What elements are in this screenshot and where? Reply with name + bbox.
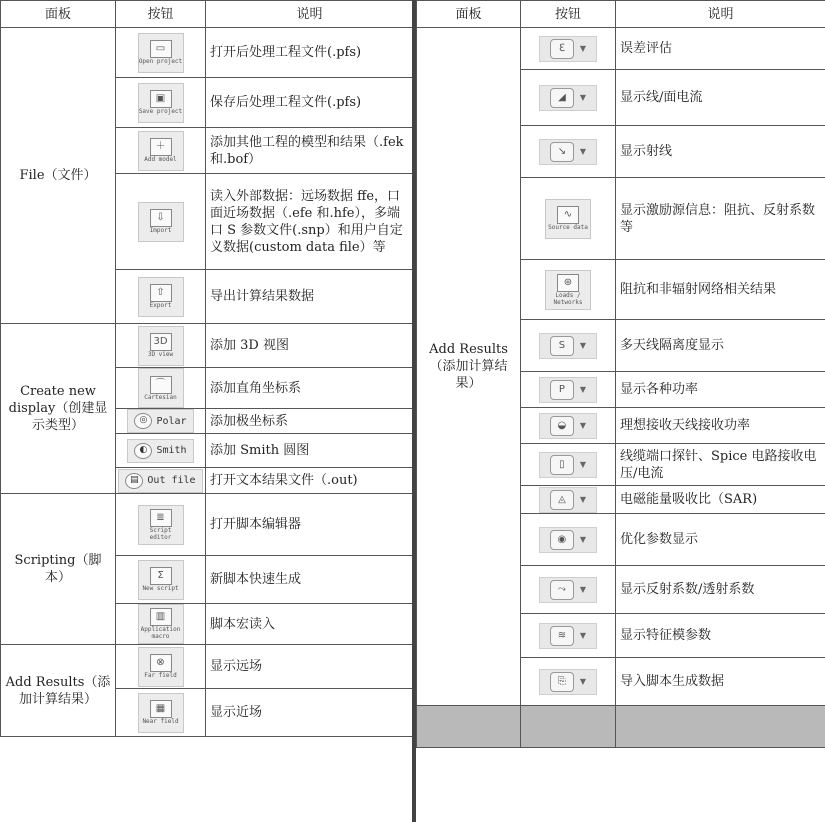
new-script-icon: Σ: [150, 567, 172, 585]
save-button[interactable]: [138, 83, 184, 123]
button-cell: [116, 468, 206, 494]
s21-icon: S: [550, 336, 574, 356]
button-cell: [116, 556, 206, 604]
button-label: Add model: [144, 156, 177, 163]
import-icon: ⇩: [150, 209, 172, 227]
panel-name: Scripting（脚本）: [1, 494, 116, 645]
loads-networks-icon: ⊛: [557, 274, 579, 292]
button-cell: [116, 368, 206, 409]
add-model-button[interactable]: [138, 131, 184, 171]
currents-button[interactable]: [539, 85, 597, 111]
button-cell: [116, 78, 206, 128]
button-label: Loads / Networks: [553, 291, 583, 306]
near-field-icon: ▦: [150, 700, 172, 718]
description: 显示各种功率: [616, 372, 825, 408]
receiving-antenna-button[interactable]: [539, 413, 597, 439]
folder-open-icon: ▭: [150, 40, 172, 58]
description: 优化参数显示: [616, 514, 825, 566]
description: 显示射线: [616, 126, 825, 178]
source-data-button[interactable]: [545, 199, 591, 239]
button-cell: [116, 434, 206, 468]
description: 添加极坐标系: [206, 409, 414, 434]
button-label: Out file: [147, 475, 196, 486]
header-description: 说明: [206, 1, 414, 28]
header-description: 说明: [616, 1, 825, 28]
empty-cell: [417, 706, 521, 748]
description: 线缆端口探针、Spice 电路接收电压/电流: [616, 444, 825, 486]
header-button: 按钮: [521, 1, 616, 28]
button-cell: [521, 514, 616, 566]
description: 显示特征模参数: [616, 614, 825, 658]
source-data-icon: ∿: [557, 206, 579, 224]
optimisation-icon: ◉: [550, 530, 574, 550]
description: 新脚本快速生成: [206, 556, 414, 604]
empty-cell: [521, 706, 616, 748]
chevron-down-icon: ▼: [579, 631, 587, 640]
button-cell: [521, 658, 616, 706]
folder-open-button[interactable]: [138, 33, 184, 73]
button-label: Polar: [156, 415, 187, 427]
description: 添加 3D 视图: [206, 324, 414, 368]
button-label: Script editor: [149, 526, 172, 541]
button-label: Open project: [138, 58, 183, 65]
chevron-down-icon: ▼: [579, 460, 587, 469]
3d-view-icon: 3D: [150, 333, 172, 351]
panel-name: Create new display（创建显示类型）: [1, 324, 116, 494]
polar-icon: ◎: [134, 413, 152, 429]
header-button: 按钮: [116, 1, 206, 28]
panel-name: Add Results（添加计算结果）: [417, 28, 521, 706]
currents-icon: ◢: [550, 88, 574, 108]
table-row: [417, 28, 825, 70]
button-cell: [116, 604, 206, 645]
scripted-data-button[interactable]: [539, 669, 597, 695]
optimisation-button[interactable]: [539, 527, 597, 553]
chevron-down-icon: ▼: [579, 495, 587, 504]
export-icon: ⇧: [150, 284, 172, 302]
button-cell: [116, 409, 206, 434]
right-table: [416, 0, 825, 748]
cartesian-icon: ⌒: [150, 376, 172, 394]
script-editor-button[interactable]: [138, 505, 184, 545]
button-label: New script: [142, 585, 179, 592]
button-cell: [521, 486, 616, 514]
receiving-antenna-icon: ◒: [550, 416, 574, 436]
description: 保存后处理工程文件(.pfs): [206, 78, 414, 128]
transmission-reflection-button[interactable]: [539, 577, 597, 603]
button-cell: [521, 260, 616, 320]
script-editor-icon: ≣: [150, 509, 172, 527]
save-icon: ▣: [150, 90, 172, 108]
add-model-icon: ＋: [150, 138, 172, 156]
button-cell: [116, 494, 206, 556]
button-label: Save project: [138, 108, 183, 115]
application-macro-button[interactable]: [138, 604, 184, 644]
left-table: [0, 0, 414, 737]
chevron-down-icon: ▼: [579, 585, 587, 594]
header-panel: 面板: [1, 1, 116, 28]
error-estimate-button[interactable]: [539, 36, 597, 62]
smith-button[interactable]: [127, 439, 193, 463]
description: 显示近场: [206, 689, 414, 737]
button-label: Export: [149, 302, 172, 309]
panel-name: File（文件）: [1, 28, 116, 324]
description: 导入脚本生成数据: [616, 658, 825, 706]
button-cell: [116, 270, 206, 324]
description: 电磁能量吸收比（SAR): [616, 486, 825, 514]
description: 显示反射系数/透射系数: [616, 566, 825, 614]
description: 显示激励源信息：阻抗、反射系数等: [616, 178, 825, 260]
table-row: [1, 324, 414, 368]
button-label: Smith: [156, 445, 187, 456]
rays-button[interactable]: [539, 139, 597, 165]
chevron-down-icon: ▼: [579, 677, 587, 686]
table-row: [1, 645, 414, 689]
description: 误差评估: [616, 28, 825, 70]
button-label: Source data: [548, 224, 588, 231]
power-button[interactable]: [539, 377, 597, 403]
button-cell: [521, 320, 616, 372]
3d-view-button[interactable]: [138, 326, 184, 366]
description: 打开脚本编辑器: [206, 494, 414, 556]
loads-networks-button[interactable]: [545, 270, 591, 310]
description: 理想接收天线接收功率: [616, 408, 825, 444]
import-button[interactable]: [138, 202, 184, 242]
button-label: Near field: [142, 718, 179, 725]
far-field-icon: ⊗: [150, 654, 172, 672]
button-cell: [521, 566, 616, 614]
application-macro-icon: ▥: [150, 608, 172, 626]
button-cell: [521, 70, 616, 126]
description: 添加 Smith 圆图: [206, 434, 414, 468]
far-field-button[interactable]: [138, 647, 184, 687]
button-cell: [116, 324, 206, 368]
characteristic-modes-icon: ≋: [550, 626, 574, 646]
button-cell: [521, 614, 616, 658]
polar-button[interactable]: [127, 409, 193, 433]
chevron-down-icon: ▼: [579, 93, 587, 102]
description: 导出计算结果数据: [206, 270, 414, 324]
description: 读入外部数据：远场数据 ffe，口面近场数据（.efe 和.hfe），多端口 S 参数文件(.snp）和用户自定义数据(custom data file）等: [206, 174, 414, 270]
power-icon: P: [550, 380, 574, 400]
description: 显示线/面电流: [616, 70, 825, 126]
new-script-button[interactable]: [138, 560, 184, 600]
button-cell: [521, 126, 616, 178]
chevron-down-icon: ▼: [579, 147, 587, 156]
button-cell: [521, 408, 616, 444]
smith-icon: ◐: [134, 443, 152, 459]
button-label: 3D view: [147, 351, 174, 358]
button-cell: [116, 28, 206, 78]
table-row: [1, 494, 414, 556]
description: 打开文本结果文件（.out): [206, 468, 414, 494]
empty-row: [417, 706, 825, 748]
export-button[interactable]: [138, 277, 184, 317]
button-cell: [116, 689, 206, 737]
description: 阻抗和非辐射网络相关结果: [616, 260, 825, 320]
s21-button[interactable]: [539, 333, 597, 359]
sar-button[interactable]: [539, 487, 597, 513]
button-label: Far field: [144, 672, 177, 679]
description: 添加其他工程的模型和结果（.fek 和.bof）: [206, 128, 414, 174]
button-cell: [116, 174, 206, 270]
chevron-down-icon: ▼: [579, 44, 587, 53]
description: 脚本宏读入: [206, 604, 414, 645]
button-cell: [521, 372, 616, 408]
empty-cell: [616, 706, 825, 748]
cartesian-button[interactable]: [138, 368, 184, 408]
header-panel: 面板: [417, 1, 521, 28]
description: 多天线隔离度显示: [616, 320, 825, 372]
chevron-down-icon: ▼: [579, 535, 587, 544]
out-file-button[interactable]: [118, 469, 202, 493]
button-cell: [521, 28, 616, 70]
rays-icon: ↘: [550, 142, 574, 162]
button-cell: [116, 128, 206, 174]
panel-name: Add Results（添加计算结果）: [1, 645, 116, 737]
button-label: Import: [149, 227, 172, 234]
button-cell: [521, 178, 616, 260]
error-estimate-icon: ℇ: [550, 39, 574, 59]
button-cell: [521, 444, 616, 486]
table-row: [1, 28, 414, 78]
near-field-button[interactable]: [138, 693, 184, 733]
sar-icon: ◬: [550, 490, 574, 510]
transmission-reflection-icon: ⤳: [550, 580, 574, 600]
description: 添加直角坐标系: [206, 368, 414, 409]
button-label: Application macro: [140, 626, 181, 640]
scripted-data-icon: ⎘: [550, 672, 574, 692]
cable-probe-icon: ▯: [550, 455, 574, 475]
description: 打开后处理工程文件(.pfs): [206, 28, 414, 78]
description: 显示远场: [206, 645, 414, 689]
characteristic-modes-button[interactable]: [539, 623, 597, 649]
chevron-down-icon: ▼: [579, 421, 587, 430]
chevron-down-icon: ▼: [579, 341, 587, 350]
chevron-down-icon: ▼: [579, 385, 587, 394]
out-file-icon: ▤: [125, 473, 143, 489]
button-label: Cartesian: [144, 393, 177, 401]
button-cell: [116, 645, 206, 689]
cable-probe-button[interactable]: [539, 452, 597, 478]
